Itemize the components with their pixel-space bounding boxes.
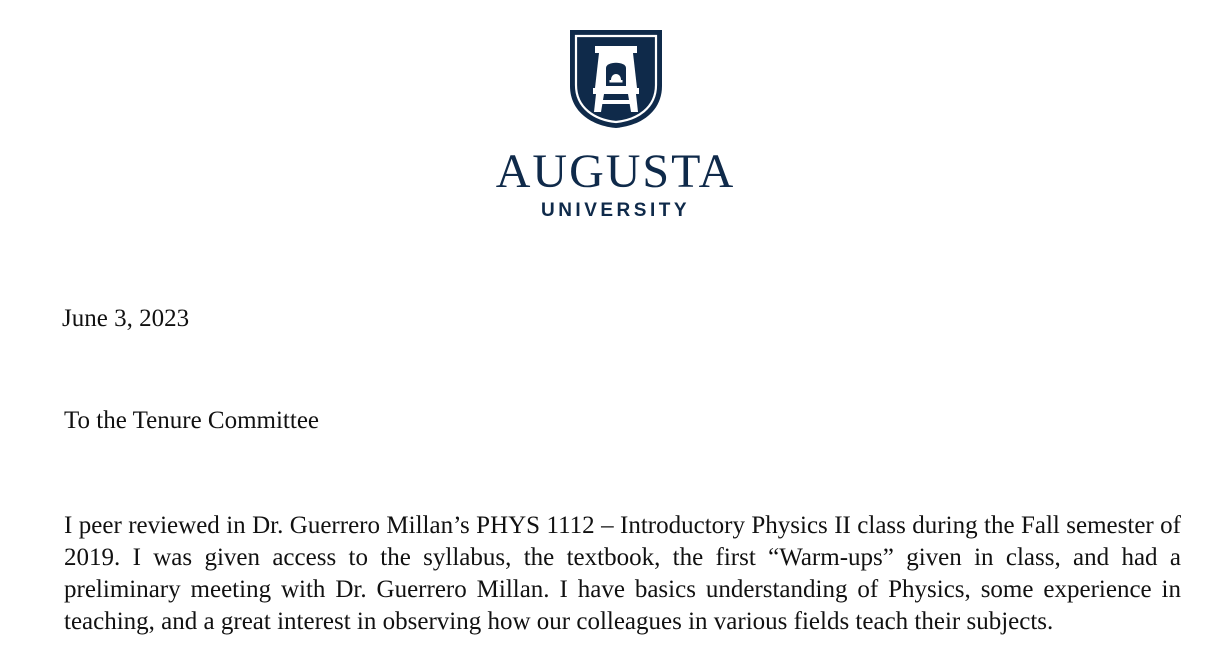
letter-body-paragraph: I peer reviewed in Dr. Guerrero Millan’s PHYS 1112 – Introductory Physics II class during the Fall semester of 2019. I was given access to the syllabus, the textbook, the first “Warm-ups” given in class, and had a preliminary meeting with Dr. Guerrero Millan. I have basics understanding of Physics, some experience in teaching, and a great interest in observing how our colleagues in various fields teach their subjects.: [64, 512, 1181, 635]
augusta-university-shield-icon: [568, 28, 664, 130]
letterhead: [0, 28, 1231, 222]
university-wordmark: AUGUSTA: [495, 145, 736, 198]
letter-date: June 3, 2023: [62, 305, 190, 332]
letter-salutation: To the Tenure Committee: [64, 407, 320, 434]
university-subword: UNIVERSITY: [540, 200, 691, 221]
